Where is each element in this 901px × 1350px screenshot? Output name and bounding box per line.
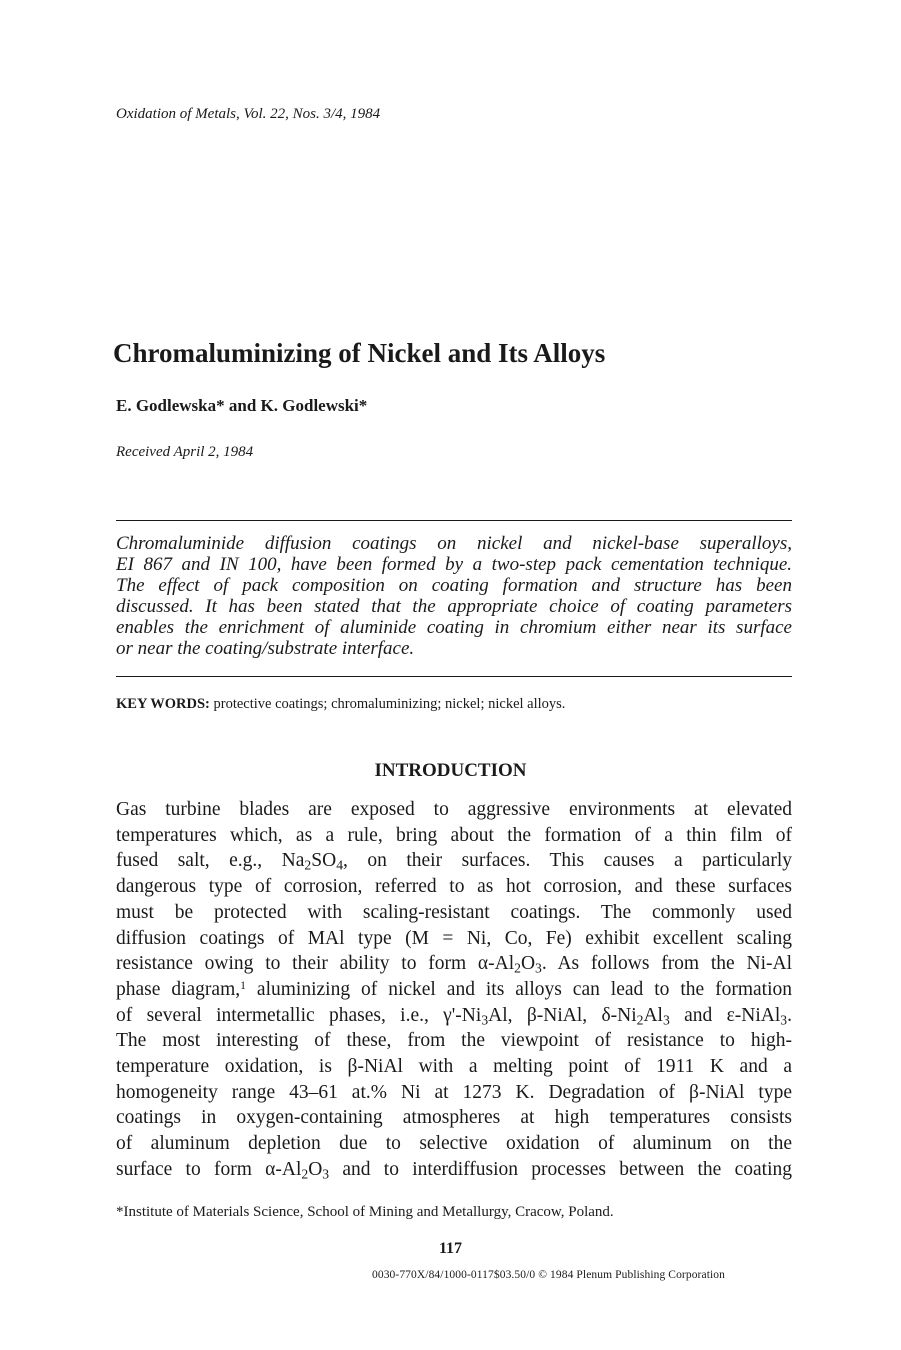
abstract-top-rule [116,520,792,521]
abstract-line: Chromaluminide diffusion coatings on nickel and nickel-base superalloys, [116,533,792,554]
body-line: temperatures which, as a rule, bring about the formation of a thin film of [116,824,792,846]
abstract-line: or near the coating/substrate interface. [116,638,415,659]
abstract-bottom-rule [116,676,792,677]
body-line: phase diagram,$^1$ aluminizing of nickel and its alloys can lead to the formation [116,978,793,1000]
body-line: diffusion coatings of MAl type (M = Ni, Co, Fe) exhibit excellent scaling [116,927,792,949]
journal-citation: Oxidation of Metals, Vol. 22, Nos. 3/4, 1984 [116,106,381,122]
abstract-line: enables the enrichment of aluminide coating in chromium either near its surface [116,617,792,638]
body-line: temperature oxidation, is β-NiAl with a melting point of 1911 K and a [116,1056,792,1078]
abstract-line: The effect of pack composition on coating formation and structure has been [116,575,792,596]
body-line: resistance owing to their ability to form $\alpha-Al_2O_3$. As follows from the Ni-Al [116,953,792,976]
abstract [116,533,792,659]
section-heading: INTRODUCTION [374,760,527,781]
abstract-line: EI 867 and IN 100, have been formed by a two-step pack cementation technique. [116,554,792,575]
body-line: dangerous type of corrosion, referred to as hot corrosion, and these surfaces [116,876,792,898]
body-line: fused salt, e.g., $Na_2SO_4$, on their surfaces. This causes a particularly [116,850,792,873]
authors: E. Godlewska* and K. Godlewski* [116,396,368,415]
body-line: homogeneity range 43–61 at.% Ni at 1273 K. Degradation of β-NiAl type [116,1081,792,1103]
body-line: Gas turbine blades are exposed to aggressive environments at elevated [116,799,792,820]
body-line: The most interesting of these, from the viewpoint of resistance to high- [116,1030,792,1052]
body-line: coatings in oxygen-containing atmospheres at high temperatures consists [116,1107,792,1129]
body-text [116,797,792,1183]
keywords-label: KEY WORDS: [116,696,210,712]
page-number: 117 [438,1240,463,1257]
abstract-line: discussed. It has been stated that the appropriate choice of coating parameters [116,596,792,617]
body-line: must be protected with scaling-resistant coatings. The commonly used [116,901,792,923]
paper-title: Chromaluminizing of Nickel and Its Alloys [113,338,606,368]
footnote: *Institute of Materials Science, School of Mining and Metallurgy, Cracow, Poland. [116,1204,614,1220]
keywords [116,696,565,713]
received-date: Received April 2, 1984 [116,444,254,460]
keywords-text: protective coatings; chromaluminizing; nickel; nickel alloys. [213,696,566,712]
body-line: surface to form $\alpha-Al_2O_3$ and to interdiffusion processes between the coating [116,1158,792,1182]
body-line: of aluminum depletion due to selective oxidation of aluminum on the [116,1133,792,1155]
copyright-line: 0030-770X/84/1000-0117$03.50/0 © 1984 Plenum Publishing Corporation [372,1269,725,1281]
body-line: of several intermetallic phases, i.e., $\gamma'-Ni_3Al$, β-NiAl, $\delta-Ni_2Al_3$ and ε-NiAl$_3$. [116,1004,792,1028]
